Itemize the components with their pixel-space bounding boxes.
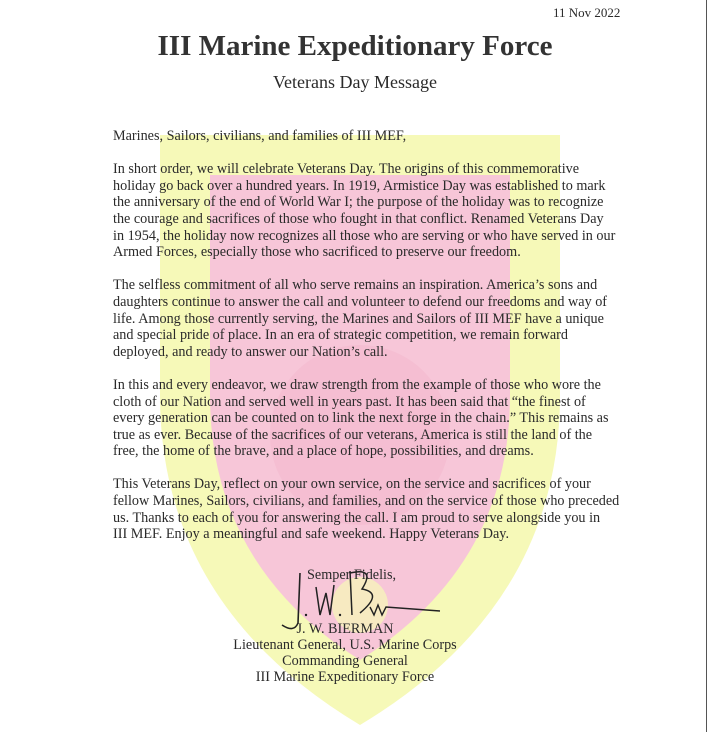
text-line: This Veterans Day, reflect on your own service, on the service and sacrifices of your: [113, 476, 591, 493]
text-line: In this and every endeavor, we draw strength from the example of those who wore the: [113, 376, 601, 393]
text-line: deployed, and ready to answer our Nation’s call.: [113, 343, 388, 360]
text-line: the anniversary of the end of World War I; the purpose of the holiday was to recognize: [113, 194, 604, 211]
text-line: cloth of our Nation and served well in years past. It has been said that “the finest of: [113, 393, 586, 410]
paragraph: [113, 476, 693, 542]
paragraph: [113, 277, 693, 360]
text-line: The selfless commitment of all who serve remains an inspiration. America’s sons and: [113, 277, 598, 294]
text-line: the courage and sacrifices of those who fought in that conflict. Renamed Veterans Day: [113, 210, 604, 227]
document-date: 11 Nov 2022: [553, 5, 621, 20]
text-line: every generation can be counted on to link the next forge in the chain.” This remains as: [113, 410, 609, 427]
signer-position: Commanding General: [282, 653, 408, 669]
text-line: in 1954, the holiday now recognizes all those who are serving or who have served in our: [113, 227, 616, 244]
signer-unit: III Marine Expeditionary Force: [255, 669, 435, 685]
text-line: daughters continue to answer the call and volunteer to defend our freedoms and way of: [113, 293, 608, 310]
text-line: Armed Forces, especially those who sacrificed to preserve our freedom.: [113, 244, 521, 261]
text-line: life. Among those currently serving, the Marines and Sailors of III MEF have a unique: [113, 310, 604, 327]
paragraph: [113, 161, 693, 261]
text-line: and special pride of place. In an era of strategic competition, we remain forward: [113, 327, 568, 344]
salutation: Marines, Sailors, civilians, and families of III MEF,: [113, 128, 407, 144]
text-line: true as ever. Because of the sacrifices of our veterans, America is still the land of the: [113, 426, 593, 443]
letter-body: [113, 128, 693, 559]
text-line: III MEF. Enjoy a meaningful and safe weekend. Happy Veterans Day.: [113, 526, 509, 543]
text-line: In short order, we will celebrate Veterans Day. The origins of this commemorative: [113, 161, 580, 178]
text-line: us. Thanks to each of you for answering the call. I am proud to serve alongside you in: [113, 509, 601, 526]
signer-name: J. W. BIERMAN: [296, 621, 394, 637]
page-title: III Marine Expeditionary Force: [157, 30, 553, 62]
page-edge: [706, 0, 707, 732]
text-line: fellow Marines, Sailors, civilians, and families, and on the service of those who preceded: [113, 493, 620, 510]
signer-rank: Lieutenant General, U.S. Marine Corps: [233, 637, 457, 653]
paragraph: [113, 377, 693, 460]
text-line: free, the home of the brave, and a place of hope, possibilities, and dreams.: [113, 443, 534, 460]
page-subtitle: Veterans Day Message: [273, 72, 437, 92]
text-line: holiday go back over a hundred years. In 1919, Armistice Day was established to mark: [113, 177, 606, 194]
closing: Semper Fidelis,: [307, 567, 397, 583]
